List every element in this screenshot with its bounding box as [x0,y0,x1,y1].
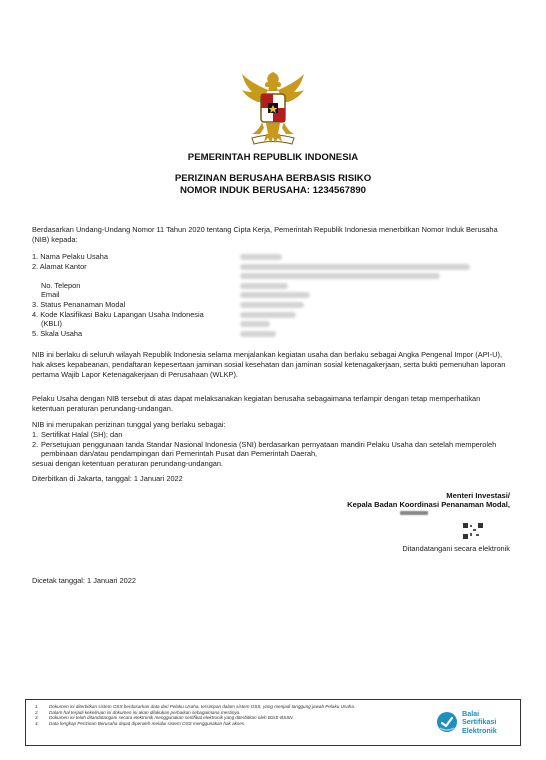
field-row [32,271,512,281]
intro-paragraph: Berdasarkan Undang-Undang Nomor 11 Tahun 2020 tentang Cipta Kerja, Pemerintah Republik Indonesia menerbitkan Nomor Induk Berusaha (NIB) kepada: [32,225,498,244]
signature-code-icon [462,522,484,540]
validity-paragraph: NIB ini berlaku di seluruh wilayah Republik Indonesia selama menjalankan kegiatan usaha dan berlaku sebagai Angka Pengenal Impor (API-U), hak akses kepabeanan, pendaftaran kepesertaan jaminan sosial kesehatan dan jaminan sosial ketenagakerjaan, serta bukti pemenuhan laporan pertama Wajib Lapor Ketenagakerjaan di Perusahaan (WLKP). [32,350,506,379]
signatory-title: Menteri Investasi/ [446,491,510,500]
bsre-line: Sertifikasi [462,717,497,727]
nib-number: NOMOR INDUK BERUSAHA: 1234567890 [179,185,367,196]
bsre-logo-icon [436,711,458,733]
redacted-value [240,254,282,260]
list-text: Persetujuan penggunaan tanda Standar Nasional Indonesia (SNI) berdasarkan pernyataan mandiri Pelaku Usaha dan setelah memperoleh pembinaan dan/atau pendampingan dari Pemerintah Pusat dan Pemerintah Daerah, [41,439,497,459]
redacted-value [240,273,440,279]
field-label: (KBLI) [41,319,62,329]
redacted-value [240,292,310,298]
list-item [32,430,512,440]
footer-note-text: Dokumen ini telah ditandatangani secara elektronik menggunakan sertifikat elektronik yang diterbitkan oleh BSrE-BSSN. [49,715,294,721]
signatory-agency: Kepala Badan Koordinasi Penanaman Modal, [347,500,510,509]
footer-note-number: 1. [35,704,39,709]
list-item [32,440,512,460]
redacted-value [240,321,270,327]
footer-note-text: Dalam hal terjadi kekeliruan isi dokumen ini akan dilakukan perbaikan sebagaimana mestinya. [49,709,241,715]
field-row [32,290,512,300]
field-row [32,319,512,329]
field-row [32,300,512,310]
redacted-value [240,302,304,308]
field-label: 2. Alamat Kantor [32,261,87,271]
list-number: 1. [32,429,39,439]
bsre-logo-text [462,710,497,735]
redacted-value [240,312,296,318]
field-label: 5. Skala Usaha [32,328,83,338]
field-row [32,281,512,291]
business-paragraph: Pelaku Usaha dengan NIB tersebut di atas dapat melaksanakan kegiatan berusaha sebagaimana terlampir dengan tetap memperhatikan ketentuan peraturan perundang-undangan. [32,394,481,413]
footer-note-number: 3. [35,715,39,721]
footer-notes [35,704,435,727]
footer-note-text: Data lengkap Perizinan Berusaha dapat diperoleh melalui sistem OSS menggunakan hak akses. [49,721,246,727]
field-row [32,310,512,320]
footer-note-number: 4. [35,721,39,727]
license-list [32,420,512,469]
list-tail: sesuai dengan ketentuan peraturan perundang-undangan. [32,459,224,469]
redacted-value [240,283,288,289]
redacted-value [240,331,276,337]
field-row [32,329,512,339]
field-label: Email [41,290,60,300]
issued-place-date: Diterbitkan di Jakarta, tanggal: 1 Januari 2022 [32,474,183,483]
list-lead: NIB ini merupakan perizinan tunggal yang berlaku sebagai: [32,420,226,429]
garuda-emblem-icon [238,68,308,152]
field-label: No. Telepon [41,280,81,290]
electronic-signature-note: Ditandatangani secara elektronik [402,544,510,553]
field-row [32,262,512,272]
list-text: Sertifikat Halal (SH); dan [41,429,123,439]
footer-note-text: Dokumen ini diterbitkan sistem OSS berdasarkan data dari Pelaku Usaha, tersimpan dalam sistem OSS, yang menjadi tanggung jawab Pelaku Usaha. [49,704,356,709]
field-label: 1. Nama Pelaku Usaha [32,252,108,261]
field-label: 3. Status Penanaman Modal [32,299,126,309]
bsre-line: Balai [462,709,480,718]
footer-notes-box [25,699,521,746]
footer-note [35,721,435,727]
business-fields [32,252,512,338]
document-title: PERIZINAN BERUSAHA BERBASIS RISIKO [174,173,372,184]
signature-mark [400,511,428,515]
field-row [32,252,512,262]
footer-note-number: 2. [35,709,39,715]
list-number: 2. [32,439,39,449]
field-label: 4. Kode Klasifikasi Baku Lapangan Usaha Indonesia [32,309,204,319]
printed-date: Dicetak tanggal: 1 Januari 2022 [32,576,136,585]
government-title: PEMERINTAH REPUBLIK INDONESIA [187,152,359,163]
bsre-line: Elektronik [462,725,497,735]
redacted-value [240,264,470,270]
